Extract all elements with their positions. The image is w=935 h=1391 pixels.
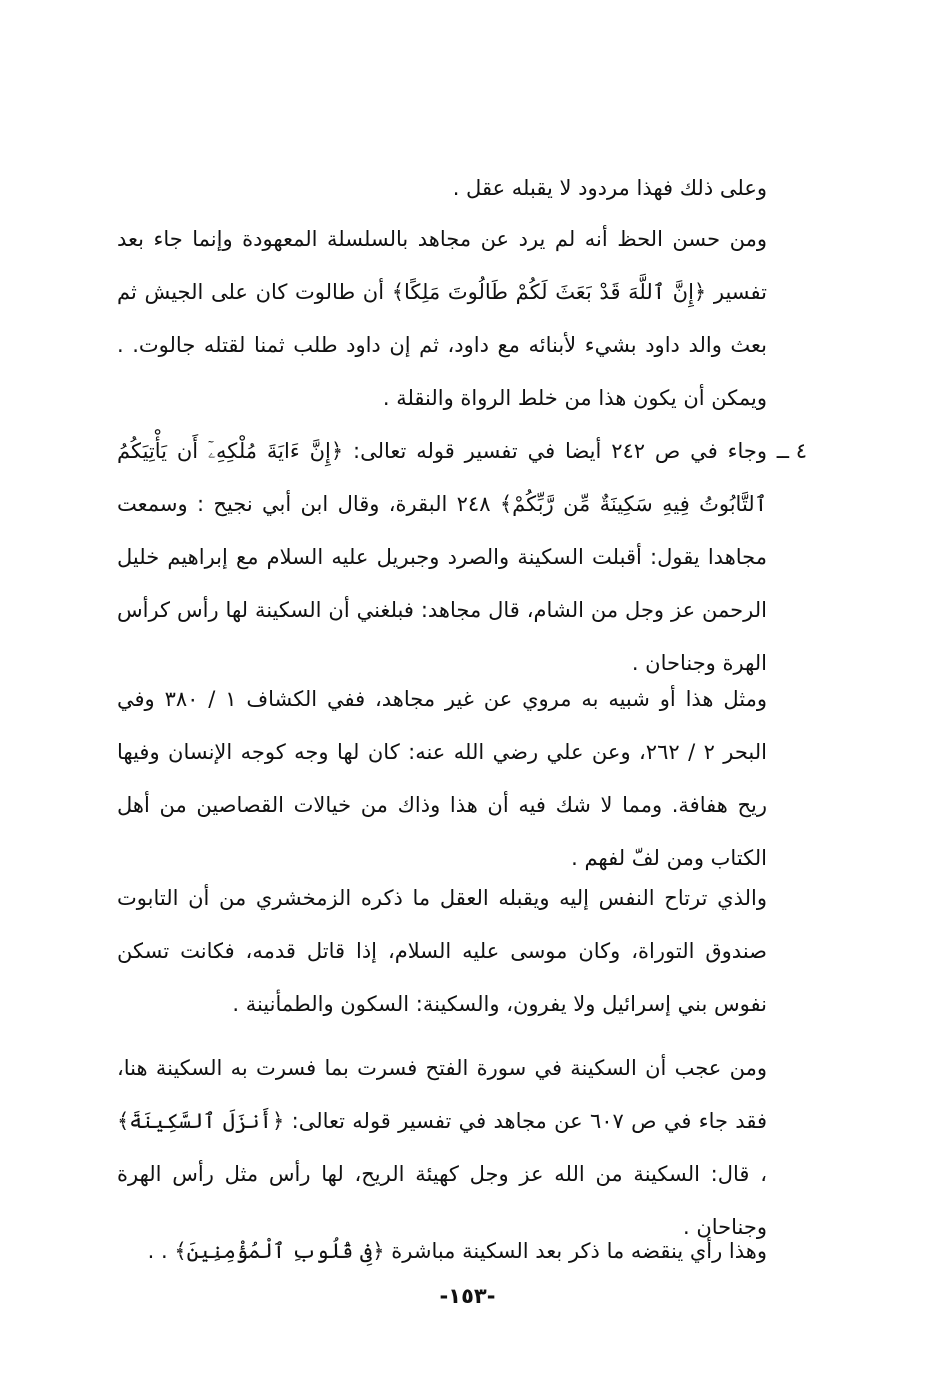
paragraph-1-text: وعلى ذلك فهذا مردود لا يقبله عقل . — [452, 176, 767, 200]
paragraph-3-text-end: ٢٤٨ البقرة، وقال ابن أبي نجيح : وسمعت مجاهدا يقول: أقبلت السكينة والصرد وجبريل عليه السلام مع إبراهيم خليل الرحمن عز وجل من الشام، قال مجاهد: فبلغني أن السكينة لها رأس كرأس الهرة وجناحان . — [117, 492, 767, 675]
paragraph-6-text-start: ومن عجب أن السكينة في سورة الفتح فسرت بما فسرت به السكينة هنا، فقد جاء في ص ٦٠٧ عن مجاهد في تفسير قوله تعالى: — [117, 1056, 767, 1133]
paragraph-2-text-end: أن طالوت كان على الجيش ثم بعث والد داود بشيء لأبنائه مع داود، ثم إن داود طلب ثمنا لقتله جالوت. . ويمكن أن يكون هذا من خلط الرواة والنقلة . — [117, 280, 767, 410]
paragraph-3-text-start: وجاء في ص ٢٤٢ أيضا في تفسير قوله تعالى: — [353, 439, 767, 463]
paragraph-6 — [117, 1042, 767, 1254]
paragraph-4 — [117, 673, 767, 885]
paragraph-2 — [117, 213, 767, 425]
paragraph-5-text: والذي ترتاح النفس إليه ويقبله العقل ما ذكره الزمخشري من أن التابوت صندوق التوراة، وكان موسى عليه السلام، إذا قاتل قدمه، فكانت تسكن نفوس بني إسرائيل ولا يفرون، والسكينة: السكون والطمأنينة . — [117, 886, 767, 1016]
quran-verse-sakina: ﴿أَنزَلَ ٱلسَّكِينَةَ﴾ — [117, 1109, 285, 1133]
item-number: ٤ ــ — [776, 439, 807, 463]
paragraph-6-text-end: ، قال: السكينة من الله عز وجل كهيئة الريح، لها رأس مثل رأس الهرة وجناحان . — [117, 1162, 767, 1239]
paragraph-2-text-start: ومن حسن الحظ أنه لم يرد عن مجاهد بالسلسلة المعهودة وإنما جاء بعد تفسير — [117, 227, 767, 304]
paragraph-3-numbered — [117, 425, 807, 690]
paragraph-7-text-start: وهذا رأي ينقضه ما ذكر بعد السكينة مباشرة — [391, 1239, 767, 1263]
paragraph-4-text: ومثل هذا أو شبيه به مروي عن غير مجاهد، ففي الكشاف ١ / ٣٨٠ وفي البحر ٢ / ٢٦٢، وعن علي رضي الله عنه: كان لها وجه كوجه الإنسان وفيها ريح هفافة. ومما لا شك فيه أن هذا وذاك من خيالات القصاصين من أهل الكتاب ومن لفّ لفهم . — [117, 687, 767, 870]
paragraph-7-text-end: . . — [147, 1239, 168, 1263]
quran-verse-mumineen: ﴿فِى قُلُوبِ ٱلْمُؤْمِنِينَ﴾ — [174, 1239, 385, 1263]
quran-verse-talut: ﴿إِنَّ ٱللَّهَ قَدْ بَعَثَ لَكُمْ طَالُوتَ مَلِكًا﴾ — [391, 280, 707, 304]
page-number: -١٥٣- — [439, 1284, 496, 1308]
quran-verse-tabut: ﴿إِنَّ ءَايَةَ مُلْكِهِۦٓ أَن يَأْتِيَكُمُ ٱلتَّابُوتُ فِيهِ سَكِينَةٌ مِّن رَّبِّكُمْ﴾ — [117, 439, 767, 516]
paragraph-5 — [117, 872, 767, 1031]
paragraph-7 — [117, 1225, 767, 1278]
paragraph-1 — [117, 162, 767, 215]
